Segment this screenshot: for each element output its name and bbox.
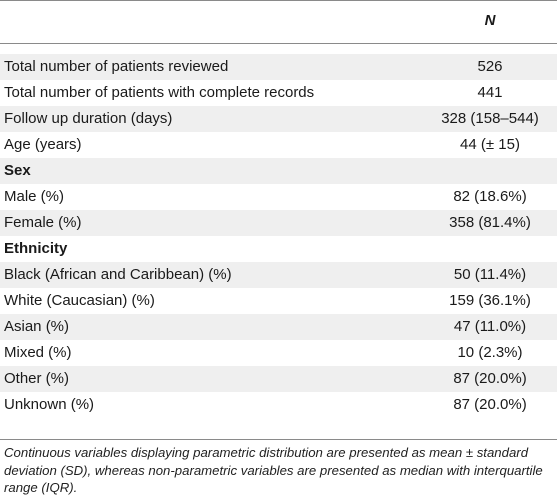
row-label: Follow up duration (days) — [4, 110, 173, 127]
column-header-n: N — [484, 12, 496, 29]
row-label: Age (years) — [4, 136, 82, 153]
row-value: 358 (81.4%) — [449, 214, 531, 231]
section-header-sex — [0, 158, 557, 184]
table-row — [0, 132, 557, 158]
row-value: 526 — [477, 58, 503, 75]
table-row — [0, 106, 557, 132]
row-value: 87 (20.0%) — [453, 396, 527, 413]
row-label: Unknown (%) — [4, 396, 95, 413]
row-value: 82 (18.6%) — [453, 188, 527, 205]
table-footnote: Continuous variables displaying parametric distribution are presented as mean ± standard deviation (SD), whereas non-parametric variables are presented as median with interquartile range (IQR). — [4, 445, 543, 495]
table-row — [0, 392, 557, 418]
table-row — [0, 210, 557, 236]
row-label: Other (%) — [4, 370, 70, 387]
row-label: Female (%) — [4, 214, 82, 231]
section-label: Sex — [4, 162, 31, 179]
table-row — [0, 54, 557, 80]
table-row — [0, 184, 557, 210]
bottom-rule — [0, 439, 557, 440]
table-row — [0, 340, 557, 366]
row-label: Black (African and Caribbean) (%) — [4, 266, 232, 283]
section-label: Ethnicity — [4, 240, 68, 257]
table-row — [0, 366, 557, 392]
top-rule — [0, 0, 557, 1]
row-label: Male (%) — [4, 188, 65, 205]
row-label: Total number of patients reviewed — [4, 58, 229, 75]
row-value: 328 (158–544) — [441, 110, 539, 127]
table-row — [0, 314, 557, 340]
header-rule — [0, 43, 557, 44]
row-value: 87 (20.0%) — [453, 370, 527, 387]
row-label: White (Caucasian) (%) — [4, 292, 155, 309]
table-row — [0, 80, 557, 106]
row-value: 441 — [477, 84, 503, 101]
row-label: Total number of patients with complete records — [4, 84, 315, 101]
row-value: 159 (36.1%) — [449, 292, 531, 309]
row-value: 10 (2.3%) — [457, 344, 523, 361]
row-label: Asian (%) — [4, 318, 70, 335]
row-label: Mixed (%) — [4, 344, 72, 361]
row-value: 47 (11.0%) — [453, 318, 527, 335]
row-value: 44 (± 15) — [460, 136, 520, 153]
table-row — [0, 262, 557, 288]
table-row — [0, 288, 557, 314]
section-header-ethnicity — [0, 236, 557, 262]
row-value: 50 (11.4%) — [453, 266, 527, 283]
